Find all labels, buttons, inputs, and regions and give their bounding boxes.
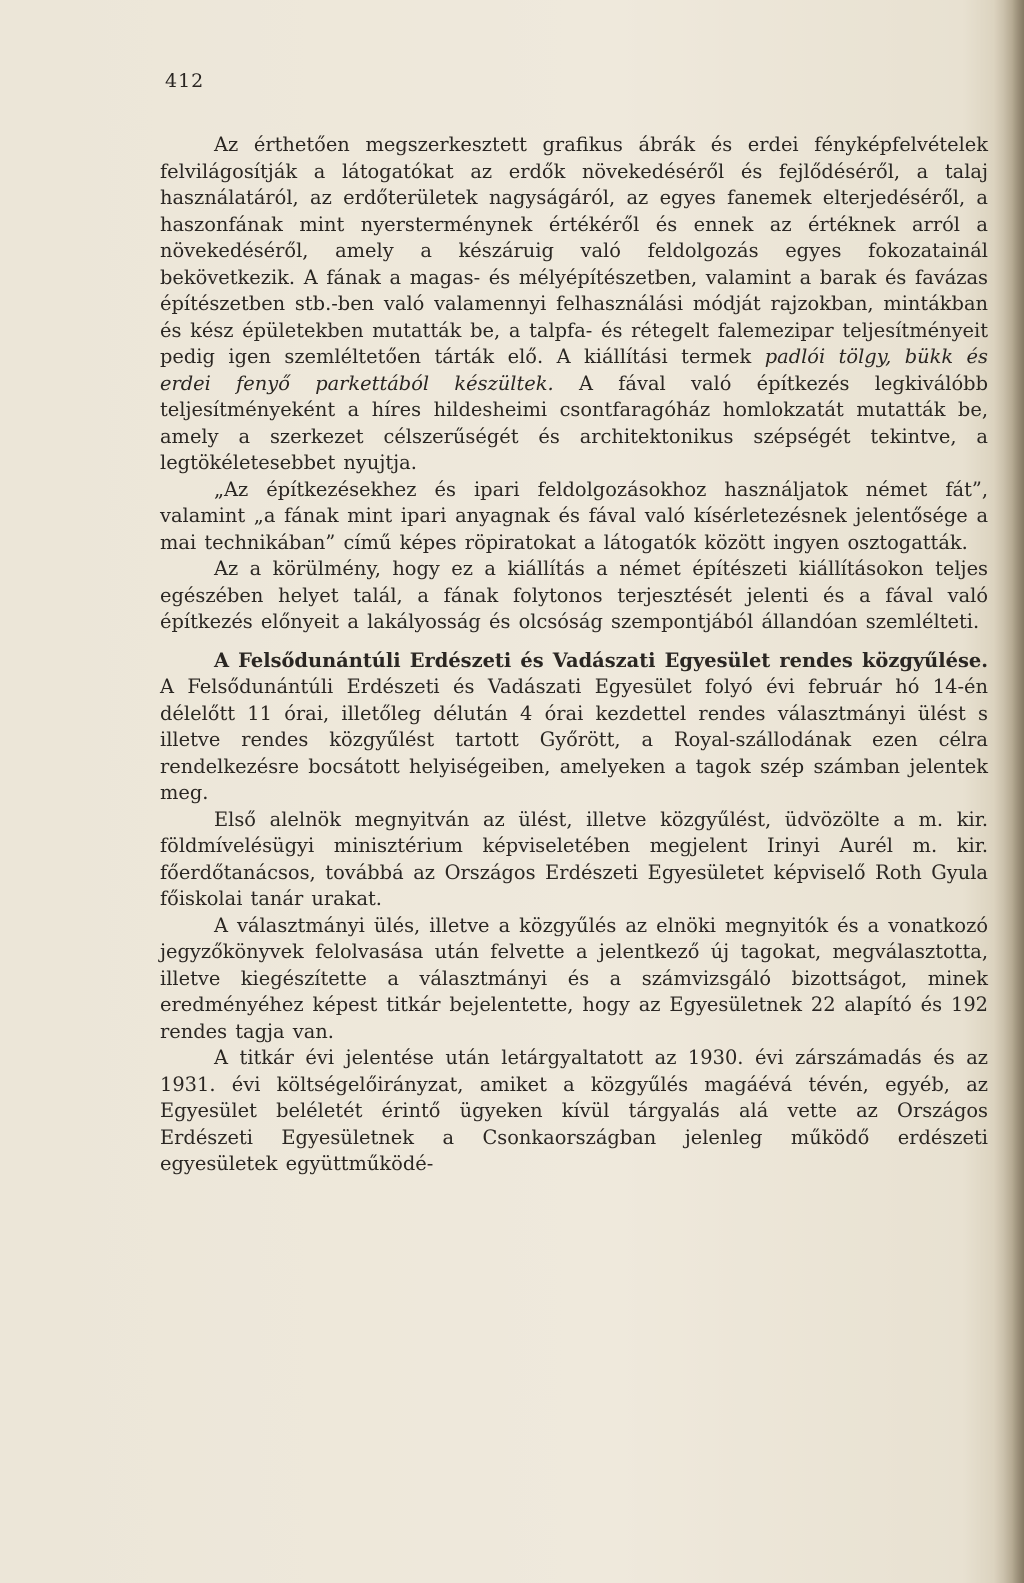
page-edge-shadow <box>994 0 1024 1583</box>
paragraph-text: A fával való építkezés legkiválóbb teljesítményeként a híres hildesheimi csontfaragóház homlokzatát mutatták be, amely a szerkezet célszerűségét és architektonikus szépségét tekintve, a legtökéletesebbet nyujtja. <box>160 371 988 474</box>
paragraph <box>160 913 988 1046</box>
paragraph <box>160 556 988 636</box>
page-number: 412 <box>165 70 205 92</box>
paragraph-text: A választmányi ülés, illetve a közgyűlés az elnöki megnyitók és a vonatkozó jegyzőkönyvek felolvasása után felvette a jelentkező új tagokat, megválasztotta, illetve kiegészítette a választmányi és a számvizsgáló bizottságot, minek eredményéhez képest titkár bejelentette, hogy az Egyesületnek 22 alapító és 192 rendes tagja van. <box>160 913 988 1043</box>
paragraph-text: A titkár évi jelentése után letárgyaltatott az 1930. évi zárszámadás és az 1931. évi költségelőirányzat, amiket a közgyűlés magáévá tévén, egyéb, az Egyesület beléletét érintő ügyeken kívül tárgyalás alá vette az Országos Erdészeti Egyesületnek a Csonkaországban jelenleg működő erdészeti egyesületek együttműködé- <box>160 1046 988 1175</box>
paragraph <box>160 1045 988 1178</box>
paragraph-text: „Az építkezésekhez és ipari feldolgozásokhoz használjatok német fát”, valamint „a fának mint ipari anyagnak és fával való kísérletezésnek jelentősége a mai technikában” című képes röpiratokat a látogatók között ingyen osztogatták. <box>160 477 988 554</box>
paragraph-text: Az a körülmény, hogy ez a kiállítás a német építészeti kiállításokon teljes egészében helyet talál, a fának folytonos terjesztését jelenti és a fával való építkezés előnyeit a lakályosság és olcsóság szempontjából állandóan szemlélteti. <box>160 557 988 633</box>
section-paragraph <box>160 648 988 807</box>
paragraph-text: A Felsődunántúli Erdészeti és Vadászati Egyesület folyó évi február hó 14-én délelőtt 11 órai, illetőleg délután 4 órai kezdettel rendes választmányi ülést s illetve rendes közgyűlést tartott Győrött, a Royal-szállodának ezen célra rendelkezésre bocsátott helyiségeiben, amelyeken a tagok szép számban jelentek meg. <box>160 675 988 804</box>
paragraph <box>160 132 988 477</box>
article-body <box>160 132 988 1178</box>
paragraph-text: Az érthetően megszerkesztett grafikus ábrák és erdei fényképfelvételek felvilágosítják a látogatókat az erdők növekedéséről és fejlődéséről, a talaj használatáról, az erdőterületek nagyságáról, az egyes fanemek elterjedéséről, a haszonfának mint nyersterménynek értékéről és ennek az értéknek arról a növekedéséről, amely a készáruig való feldolgozás egyes fokozatainál bekövetkezik. A fának a magas- és mélyépítészetben, valamint a barak és favázas építészetben stb.-ben való valamennyi felhasználási módját rajzokban, mintákban és kész épületekben mutatták be, a talpfa- és rétegelt falemezipar teljesítményeit pedig igen szemléltetően tárták elő. A kiállítási termek <box>160 133 988 368</box>
paragraph <box>160 477 988 557</box>
paragraph-text: Első alelnök megnyitván az ülést, illetve közgyűlést, üdvözölte a m. kir. földmívelésügyi minisztérium képviseletében megjelent Irinyi Aurél m. kir. főerdőtanácsos, továbbá az Országos Erdészeti Egyesületet képviselő Roth Gyula főiskolai tanár urakat. <box>160 807 988 910</box>
section-heading: A Felsődunántúli Erdészeti és Vadászati Egyesület rendes közgyűlése. <box>214 648 988 672</box>
italic-phrase: padlói tölgy, bükk és erdei fenyő parkettából készültek. <box>160 345 988 395</box>
paragraph <box>160 807 988 913</box>
